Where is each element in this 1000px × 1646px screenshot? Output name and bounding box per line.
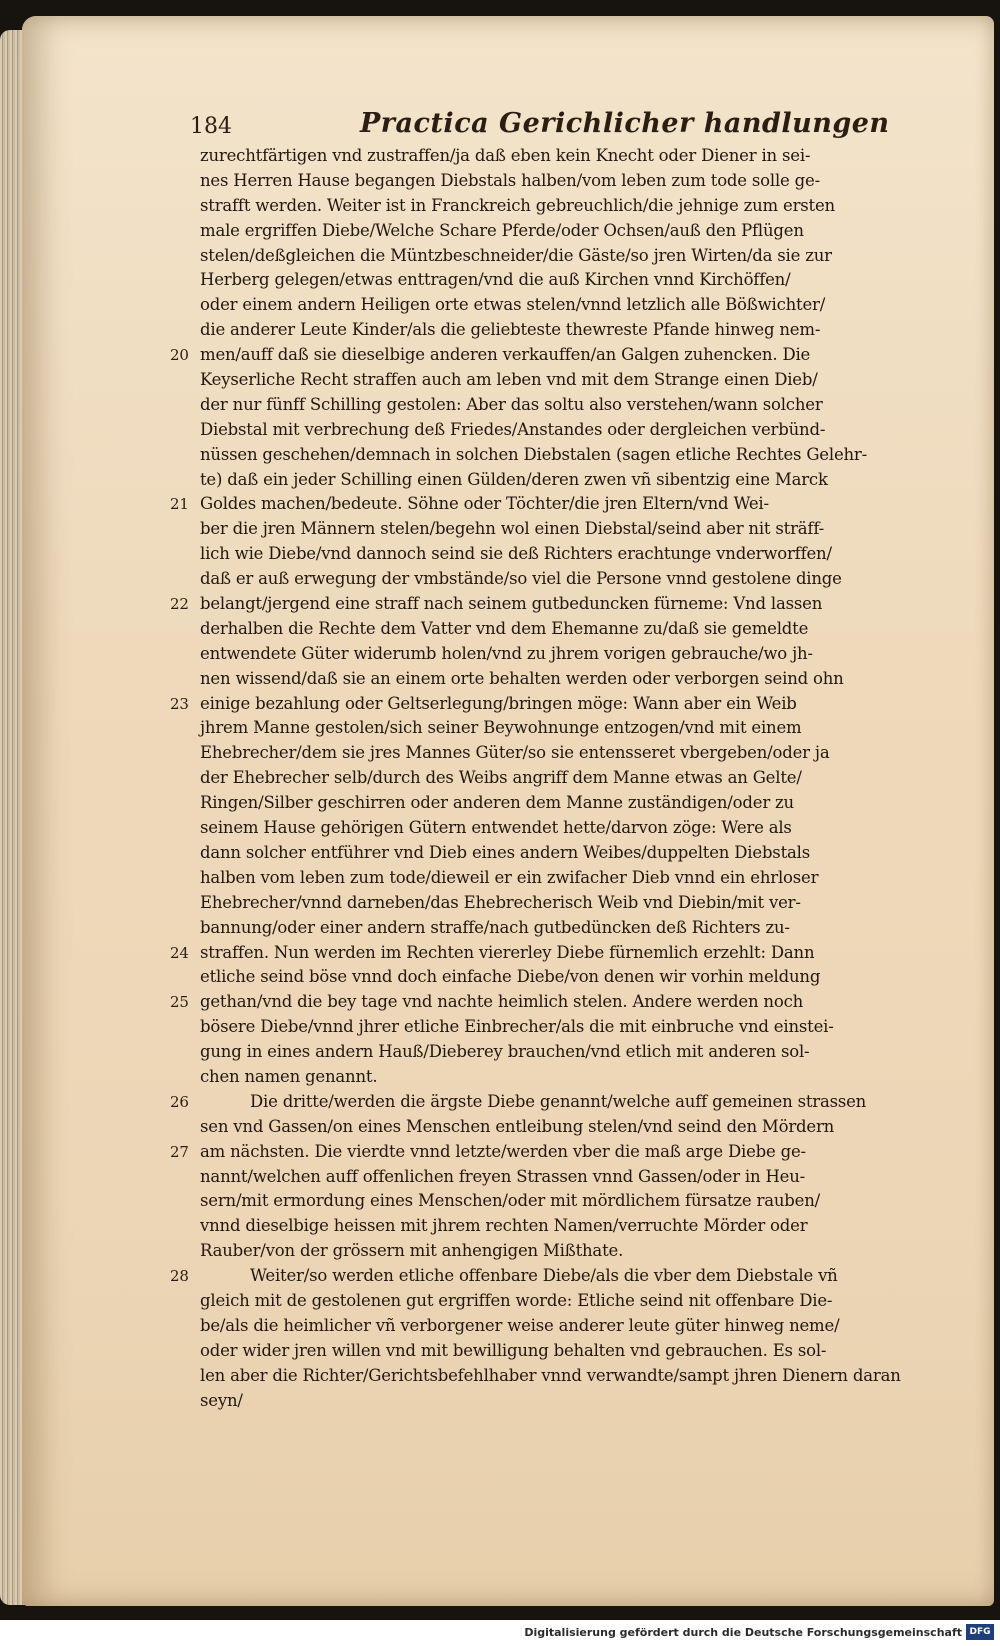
margin-number: 27: [170, 1142, 189, 1161]
line-text: straffen. Nun werden im Rechten viererley Diebe fürnemlich erzehlt: Dann: [200, 942, 815, 962]
text-line: [200, 841, 930, 866]
text-line: [200, 1239, 930, 1264]
line-text: male ergriffen Diebe/Welche Schare Pferde/oder Ochsen/auß den Pflügen: [200, 220, 804, 240]
line-text: Ringen/Silber geschirren oder anderen dem Manne zuständigen/oder zu: [200, 793, 794, 813]
text-line: [200, 169, 930, 194]
margin-number: 20: [170, 346, 189, 365]
text-line: [200, 1339, 930, 1364]
line-text: Keyserliche Recht straffen auch am leben vnd mit dem Strange einen Dieb/: [200, 370, 818, 390]
line-text: Ehebrecher/dem sie jres Mannes Güter/so sie entensseret vbergeben/oder ja: [200, 743, 830, 763]
text-line: [200, 916, 930, 941]
line-text: men/auff daß sie dieselbige anderen verkauffen/an Galgen zuhencken. Die: [200, 345, 811, 365]
text-line: [200, 418, 930, 443]
text-line: [200, 1214, 930, 1239]
text-line: [200, 642, 930, 667]
text-line: [200, 368, 930, 393]
margin-number: 22: [170, 595, 189, 614]
margin-number: 25: [170, 993, 189, 1012]
line-text: oder einem andern Heiligen orte etwas stelen/vnnd letzlich alle Bößwichter/: [200, 295, 826, 315]
line-text: Weiter/so werden etliche offenbare Diebe/als die vber dem Diebstale vñ: [250, 1266, 838, 1286]
dfg-logo: DFG: [966, 1624, 994, 1640]
text-line: [200, 517, 930, 542]
line-text: die anderer Leute Kinder/als die geliebteste thewreste Pfande hinweg nem-: [200, 320, 821, 340]
line-text: dann solcher entführer vnd Dieb eines andern Weibes/duppelten Diebstals: [200, 842, 810, 862]
text-line: [200, 866, 930, 891]
margin-number: 23: [170, 694, 189, 713]
text-line: [200, 766, 930, 791]
text-line: [200, 1015, 930, 1040]
text-line: [170, 990, 930, 1015]
text-line: [170, 592, 930, 617]
line-text: zurechtfärtigen vnd zustraffen/ja daß eben kein Knecht oder Diener in sei-: [200, 146, 811, 165]
line-text: be/als die heimlicher vñ verborgener weise anderer leute güter hinweg neme/: [200, 1315, 840, 1335]
text-line: [200, 443, 930, 468]
text-line: [200, 268, 930, 293]
line-text: chen namen genannt.: [200, 1066, 378, 1086]
line-text: Ehebrecher/vnnd darneben/das Ehebrecherisch Weib vnd Diebin/mit ver-: [200, 892, 801, 912]
line-text: derhalben die Rechte dem Vatter vnd dem Ehemanne zu/daß sie gemeldte: [200, 618, 809, 638]
running-title: Practica Gerichlicher handlungen: [360, 108, 890, 139]
line-text: bannung/oder einer andern straffe/nach gutbedüncken deß Richters zu-: [200, 917, 790, 937]
line-text: gung in eines andern Hauß/Dieberey brauchen/vnd etlich mit anderen sol-: [200, 1042, 810, 1062]
line-text: oder wider jren willen vnd mit bewilligung behalten vnd gebrauchen. Es sol-: [200, 1340, 827, 1360]
line-text: Goldes machen/bedeute. Söhne oder Töchter/die jren Eltern/vnd Wei-: [200, 494, 769, 514]
text-line: [200, 617, 930, 642]
line-text: nes Herren Hause begangen Diebstals halben/vom leben zum tode solle ge-: [200, 170, 820, 190]
text-line: [200, 318, 930, 343]
text-line: [200, 144, 930, 169]
line-text: der nur fünff Schilling gestolen: Aber das soltu also verstehen/wann solcher: [200, 394, 823, 414]
text-line: [200, 567, 930, 592]
text-line: [200, 1165, 930, 1190]
line-text: ber die jren Männern stelen/begehn wol einen Diebstal/seind aber nit sträff-: [200, 519, 825, 539]
text-line: [200, 1189, 930, 1214]
text-line: [170, 941, 930, 966]
text-line: [200, 542, 930, 567]
text-line: [170, 343, 930, 368]
text-line: [200, 791, 930, 816]
text-line: [170, 1264, 930, 1289]
text-line: [200, 1040, 930, 1065]
margin-number: 24: [170, 943, 189, 962]
line-text: belangt/jergend eine straff nach seinem gutbeduncken fürneme: Vnd lassen: [200, 594, 823, 614]
text-line: [200, 1065, 930, 1090]
line-text: Die dritte/werden die ärgste Diebe genannt/welche auff gemeinen strassen: [250, 1091, 867, 1111]
margin-number: 28: [170, 1267, 189, 1286]
text-line: [200, 1115, 930, 1140]
line-text: strafft werden. Weiter ist in Franckreich gebreuchlich/die jehnige zum ersten: [200, 195, 835, 215]
line-text: jhrem Manne gestolen/sich seiner Beywohnunge entzogen/vnd mit einem: [200, 718, 802, 738]
text-line: [200, 816, 930, 841]
text-line: [200, 194, 930, 219]
line-text: vnnd dieselbige heissen mit jhrem rechten Namen/verruchte Mörder oder: [200, 1216, 808, 1236]
line-text: nüssen geschehen/demnach in solchen Diebstalen (sagen etliche Rechtes Gelehr-: [200, 444, 867, 464]
text-line: [200, 393, 930, 418]
text-line: [170, 1140, 930, 1165]
text-line: [170, 1090, 930, 1115]
line-text: sern/mit ermordung eines Menschen/oder mit mördlichem fürsatze rauben/: [200, 1191, 820, 1211]
line-text: einige bezahlung oder Geltserlegung/bringen möge: Wann aber ein Weib: [200, 693, 797, 713]
line-text: lich wie Diebe/vnd dannoch seind sie deß Richters erachtunge vnderworffen/: [200, 544, 832, 564]
margin-number: 21: [170, 495, 189, 514]
line-text: am nächsten. Die vierdte vnnd letzte/werden vber die maß arge Diebe ge-: [200, 1141, 806, 1161]
footer-bar: [0, 1620, 1000, 1646]
line-text: te) daß ein jeder Schilling einen Gülden/deren zwen vñ sibentzig eine Marck: [200, 469, 828, 489]
text-line: [200, 1364, 930, 1389]
text-line: [200, 741, 930, 766]
page-number: 184: [190, 114, 232, 139]
text-line: [200, 891, 930, 916]
line-text: nen wissend/daß sie an einem orte behalten werden oder verborgen seind ohn: [200, 668, 844, 688]
line-text: Diebstal mit verbrechung deß Friedes/Anstandes oder dergleichen verbünd-: [200, 419, 826, 439]
text-line: [200, 965, 930, 990]
line-text: seyn/: [200, 1390, 243, 1410]
margin-number: 26: [170, 1092, 189, 1111]
text-line: [200, 716, 930, 741]
line-text: len aber die Richter/Gerichtsbefehlhaber vnnd verwandte/sampt jhren Dienern daran: [200, 1365, 901, 1385]
line-text: entwendete Güter widerumb holen/vnd zu jhrem vorigen gebrauche/wo jh-: [200, 643, 813, 663]
text-line: [200, 1289, 930, 1314]
line-text: daß er auß erwegung der vmbstände/so viel die Persone vnnd gestolene dinge: [200, 569, 842, 589]
line-text: nannt/welchen auff offenlichen freyen Strassen vnnd Gassen/oder in Heu-: [200, 1166, 806, 1186]
line-text: Rauber/von der grössern mit anhengigen Mißthate.: [200, 1241, 624, 1261]
text-line: [200, 244, 930, 269]
text-line: [200, 219, 930, 244]
funding-notice: Digitalisierung gefördert durch die Deutsche Forschungsgemeinschaft: [524, 1626, 962, 1639]
text-line: [170, 692, 930, 717]
line-text: gethan/vnd die bey tage vnd nachte heimlich stelen. Andere werden noch: [200, 992, 804, 1012]
line-text: etliche seind böse vnnd doch einfache Diebe/von denen wir vorhin meldung: [200, 967, 821, 987]
body-text: [170, 144, 930, 1413]
text-line: [200, 667, 930, 692]
text-line: [200, 1314, 930, 1339]
text-line: [170, 492, 930, 517]
line-text: halben vom leben zum tode/dieweil er ein zwifacher Dieb vnnd ein ehrloser: [200, 867, 819, 887]
line-text: sen vnd Gassen/on eines Menschen entleibung stelen/vnd seind den Mördern: [200, 1116, 835, 1136]
line-text: bösere Diebe/vnnd jhrer etliche Einbrecher/als die mit einbruche vnd einstei-: [200, 1017, 834, 1037]
line-text: stelen/deßgleichen die Müntzbeschneider/die Gäste/so jren Wirten/da sie zur: [200, 245, 832, 265]
line-text: Herberg gelegen/etwas enttragen/vnd die auß Kirchen vnnd Kirchöffen/: [200, 270, 791, 290]
line-text: der Ehebrecher selb/durch des Weibs angriff dem Manne etwas an Gelte/: [200, 768, 802, 788]
text-line: [200, 468, 930, 493]
text-line: [200, 293, 930, 318]
line-text: gleich mit de gestolenen gut ergriffen worde: Etliche seind nit offenbare Die-: [200, 1290, 833, 1310]
text-line: [200, 1389, 930, 1414]
line-text: seinem Hause gehörigen Gütern entwendet hette/darvon zöge: Were als: [200, 818, 792, 838]
page-header: [190, 108, 930, 148]
